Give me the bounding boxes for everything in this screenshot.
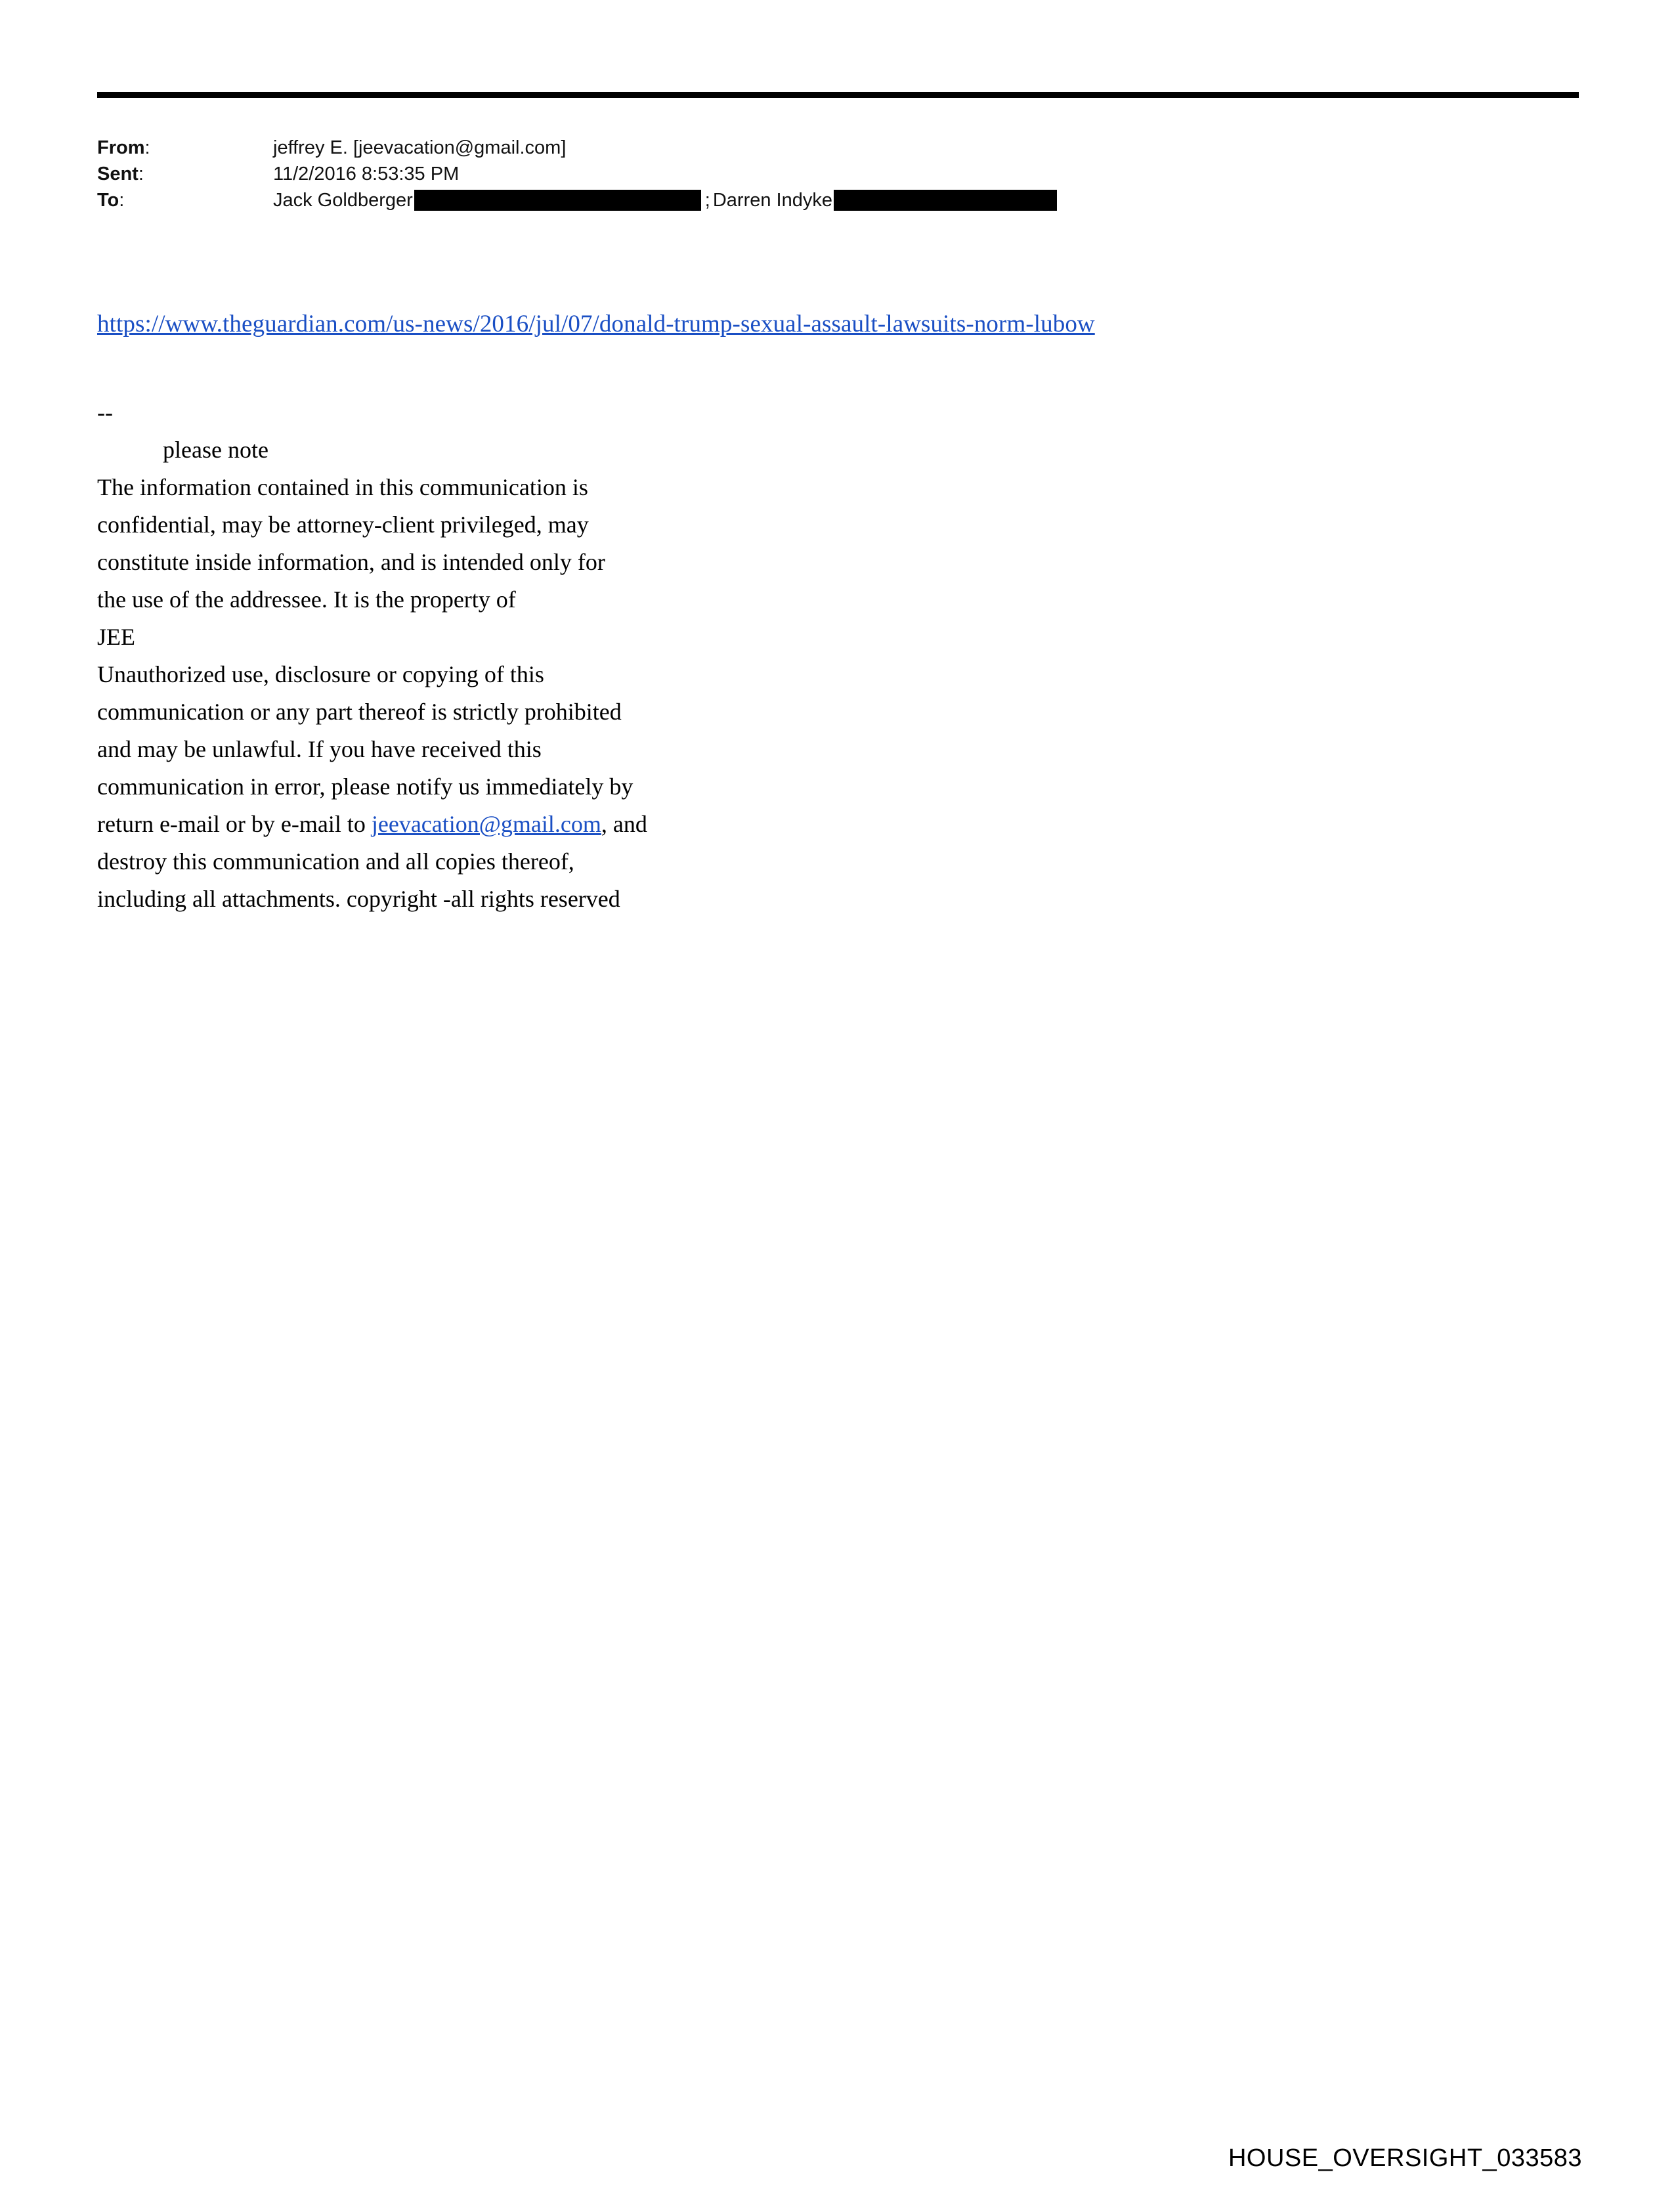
header-colon: : (119, 190, 125, 211)
signature-line-9: destroy this communication and all copies thereof, (97, 848, 574, 875)
signature-line-1: The information contained in this communication is (97, 474, 588, 500)
redaction-bar-recipient-two (834, 190, 1057, 211)
header-divider-rule (97, 92, 1579, 98)
signature-line-jee: JEE (97, 624, 135, 650)
signature-line-8: communication in error, please notify us immediately by (97, 773, 633, 800)
header-colon: : (144, 137, 150, 158)
header-label-to: To: (97, 190, 125, 211)
sent-timestamp-text: 11/2/2016 8:53:35 PM (273, 163, 460, 184)
header-row-to (97, 187, 1541, 213)
bates-stamp: HOUSE_OVERSIGHT_033583 (1228, 2144, 1582, 2172)
recipient-name-two: Darren Indyke (712, 190, 832, 211)
guardian-article-link[interactable]: https://www.theguardian.com/us-news/2016/jul/07/donald-trump-sexual-assault-lawsuits-norm-lubow (97, 311, 1095, 337)
signature-line-dashes: -- (97, 399, 113, 425)
recipient-name-one: Jack Goldberger (273, 190, 413, 211)
signature-line-return-email (97, 806, 1082, 843)
email-header (97, 135, 1541, 213)
header-row-from (97, 135, 1541, 161)
signature-line-3: constitute inside information, and is intended only for (97, 549, 605, 575)
email-signature-block (97, 394, 1082, 918)
header-value-sent (273, 161, 459, 187)
signature-line-5: Unauthorized use, disclosure or copying of this (97, 661, 544, 687)
signature-line-6: communication or any part thereof is strictly prohibited (97, 699, 622, 725)
signature-line-please-note: please note (163, 437, 268, 463)
redaction-bar-recipient-one (414, 190, 701, 211)
return-line-prefix: return e-mail or by e-mail to (97, 811, 372, 837)
signature-line-4: the use of the addressee. It is the property of (97, 586, 516, 613)
from-address-text: jeffrey E. [jeevacation@gmail.com] (273, 137, 567, 158)
return-line-suffix: , and (601, 811, 647, 837)
signature-line-7: and may be unlawful. If you have received this (97, 736, 542, 762)
signature-line-10: including all attachments. copyright -all rights reserved (97, 886, 620, 912)
header-colon: : (138, 163, 144, 184)
recipient-separator: ; (704, 190, 710, 211)
signature-email-link[interactable]: jeevacation@gmail.com (371, 811, 601, 837)
signature-line-2: confidential, may be attorney-client privileged, may (97, 511, 589, 538)
header-row-sent (97, 161, 1541, 187)
header-label-from: From: (97, 137, 150, 158)
header-label-sent: Sent: (97, 163, 144, 184)
header-value-to (273, 187, 1058, 213)
header-value-from (273, 135, 566, 161)
